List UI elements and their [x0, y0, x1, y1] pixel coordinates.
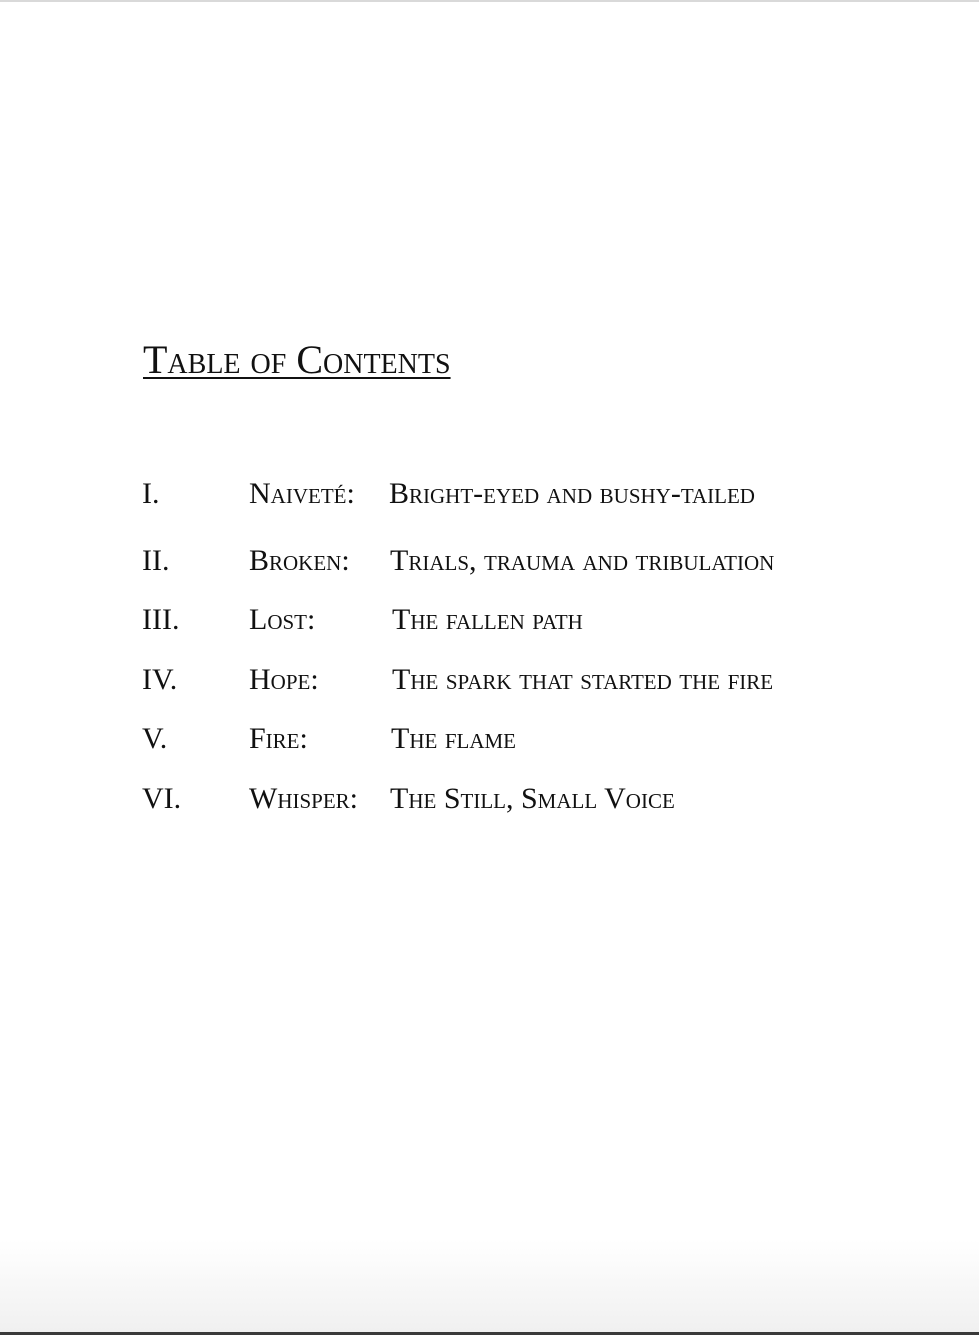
toc-entry-number: II. — [142, 544, 170, 577]
toc-entry-name: Broken: — [249, 544, 350, 577]
toc-entry — [0, 472, 979, 516]
toc-entry-number: III. — [142, 603, 180, 636]
page-bottom-shade — [0, 1240, 979, 1332]
page-top-edge — [0, 0, 979, 2]
toc-entry-name: Whisper: — [249, 782, 359, 815]
toc-entry — [0, 658, 979, 702]
toc-entry-description: The flame — [391, 722, 516, 755]
toc-entry-number: I. — [142, 477, 160, 510]
toc-entry-description: Trials, trauma and tribulation — [390, 544, 775, 577]
toc-entry-description: Bright-eyed and bushy-tailed — [389, 477, 755, 510]
toc-entry-name: Lost: — [249, 603, 316, 636]
toc-entry-name: Hope: — [249, 663, 319, 696]
toc-entry-name: Fire: — [249, 722, 308, 755]
toc-entry-number: VI. — [142, 782, 182, 815]
toc-entry-description: The fallen path — [392, 603, 583, 636]
toc-entry — [0, 777, 979, 821]
toc-entry-number: IV. — [142, 663, 178, 696]
toc-entry-number: V. — [142, 722, 168, 755]
toc-entry-description: The Still, Small Voice — [390, 782, 675, 815]
toc-entry — [0, 598, 979, 642]
toc-entry — [0, 717, 979, 761]
toc-title: Table of Contents — [143, 337, 451, 382]
toc-entry — [0, 539, 979, 583]
toc-entry-name: Naiveté: — [249, 477, 355, 510]
toc-entry-description: The spark that started the fire — [392, 663, 774, 696]
